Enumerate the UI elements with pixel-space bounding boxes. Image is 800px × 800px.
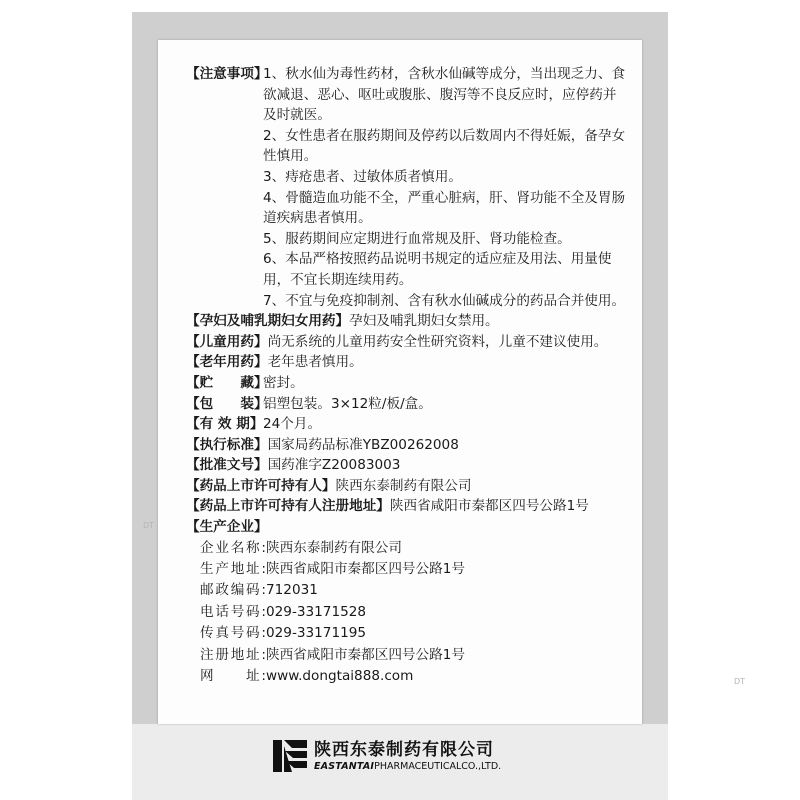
children-row [186,332,626,353]
manufacturer-details [186,538,626,688]
field-value: 712031 [266,582,318,599]
precautions-label: 【注意事项】 [186,66,268,82]
holder-address-label: 【药品上市许可持有人注册地址】 [186,498,390,515]
manufacturer-field [200,580,626,601]
holder-address-row [186,496,626,517]
field-key: 网 址: [200,668,266,684]
approval-value: 国药准字Z20083003 [267,457,401,474]
precaution-item: 4、骨髓造血功能不全，严重心脏病，肝、肾功能不全及胃肠道疾病患者慎用。 [263,189,626,227]
package-value: 铝塑包装。3×12粒/板/盒。 [263,395,432,412]
storage-row [186,373,626,394]
company-logo [272,736,501,776]
field-value: 029-33171528 [266,603,367,620]
manufacturer-field [200,559,626,580]
standard-value: 国家局药品标准YBZ00262008 [267,436,459,453]
field-key: 邮政编码: [200,582,266,599]
children-value: 尚无系统的儿童用药安全性研究资料，儿童不建议使用。 [267,333,608,350]
holder-value: 陕西东泰制药有限公司 [335,477,472,494]
company-name-cn: 陕西东泰制药有限公司 [314,739,494,760]
validity-label: 【有 效 期】 [186,416,264,433]
pregnancy-row [186,311,626,332]
precautions-section [186,64,626,311]
pregnancy-label: 【孕妇及哺乳期妇女用药】 [186,313,350,330]
manufacturer-field [200,623,626,644]
watermark-left: DT [143,521,155,530]
approval-label: 【批准文号】 [186,457,268,474]
holder-row [186,476,626,497]
package-row [186,394,626,415]
leaflet-content [186,64,626,687]
precaution-item: 6、本品严格按照药品说明书规定的适应症及用法、用量使用，不宜长期连续用药。 [263,251,612,288]
field-value: 陕西省咸阳市秦都区四号公路1号 [266,646,465,663]
manufacturer-field [200,538,626,559]
manufacturer-field [200,602,626,623]
manufacturer-field [200,645,626,666]
standard-label: 【执行标准】 [186,436,268,453]
storage-value: 密封。 [263,374,304,391]
precaution-item: 3、痔疮患者、过敏体质者慎用。 [263,168,462,185]
company-logo-icon [272,738,308,774]
storage-label: 【贮 藏】 [186,374,268,391]
approval-row [186,455,626,476]
brand-name-en: EASTANTAI [314,760,375,772]
field-value: 029-33171195 [266,625,367,642]
elderly-row [186,352,626,373]
package-label: 【包 装】 [186,395,268,412]
watermark-right: DT [734,677,746,686]
manufacturer-row [186,517,626,538]
field-key: 企业名称: [200,539,266,556]
field-key: 传真号码: [200,625,266,642]
elderly-label: 【老年用药】 [186,354,268,371]
validity-value: 24个月。 [263,416,322,433]
company-name-en [314,760,501,773]
precaution-item: 5、服药期间应定期进行血常规及肝、肾功能检查。 [263,230,571,247]
children-label: 【儿童用药】 [186,333,268,350]
holder-address-value: 陕西省咸阳市秦都区四号公路1号 [389,498,589,515]
field-value: 陕西省咸阳市秦都区四号公路1号 [266,561,465,578]
precaution-item: 7、不宜与免疫抑制剂、含有秋水仙碱成分的药品合并使用。 [263,292,626,309]
company-suffix-en: PHARMACEUTICALCO.,LTD. [374,760,502,772]
standard-row [186,435,626,456]
pregnancy-value: 孕妇及哺乳期妇女禁用。 [349,313,499,330]
website-value: www.dongtai888.com [266,668,414,684]
field-key: 电话号码: [200,603,266,620]
precautions-list [263,64,626,311]
manufacturer-field [200,666,626,687]
field-key: 注册地址: [200,646,266,663]
precaution-item: 1、秋水仙为毒性药材，含秋水仙碱等成分，当出现乏力、食欲减退、恶心、呕吐或腹胀、腹泻等不良反应时，应停药并及时就医。 [263,66,626,124]
manufacturer-label: 【生产企业】 [186,519,268,536]
field-key: 生产地址: [200,561,266,578]
precaution-item: 2、女性患者在服药期间及停药以后数周内不得妊娠，备孕女性慎用。 [263,127,626,165]
elderly-value: 老年患者慎用。 [267,354,363,371]
holder-label: 【药品上市许可持有人】 [186,477,336,494]
validity-row [186,414,626,435]
field-value: 陕西东泰制药有限公司 [266,539,402,556]
